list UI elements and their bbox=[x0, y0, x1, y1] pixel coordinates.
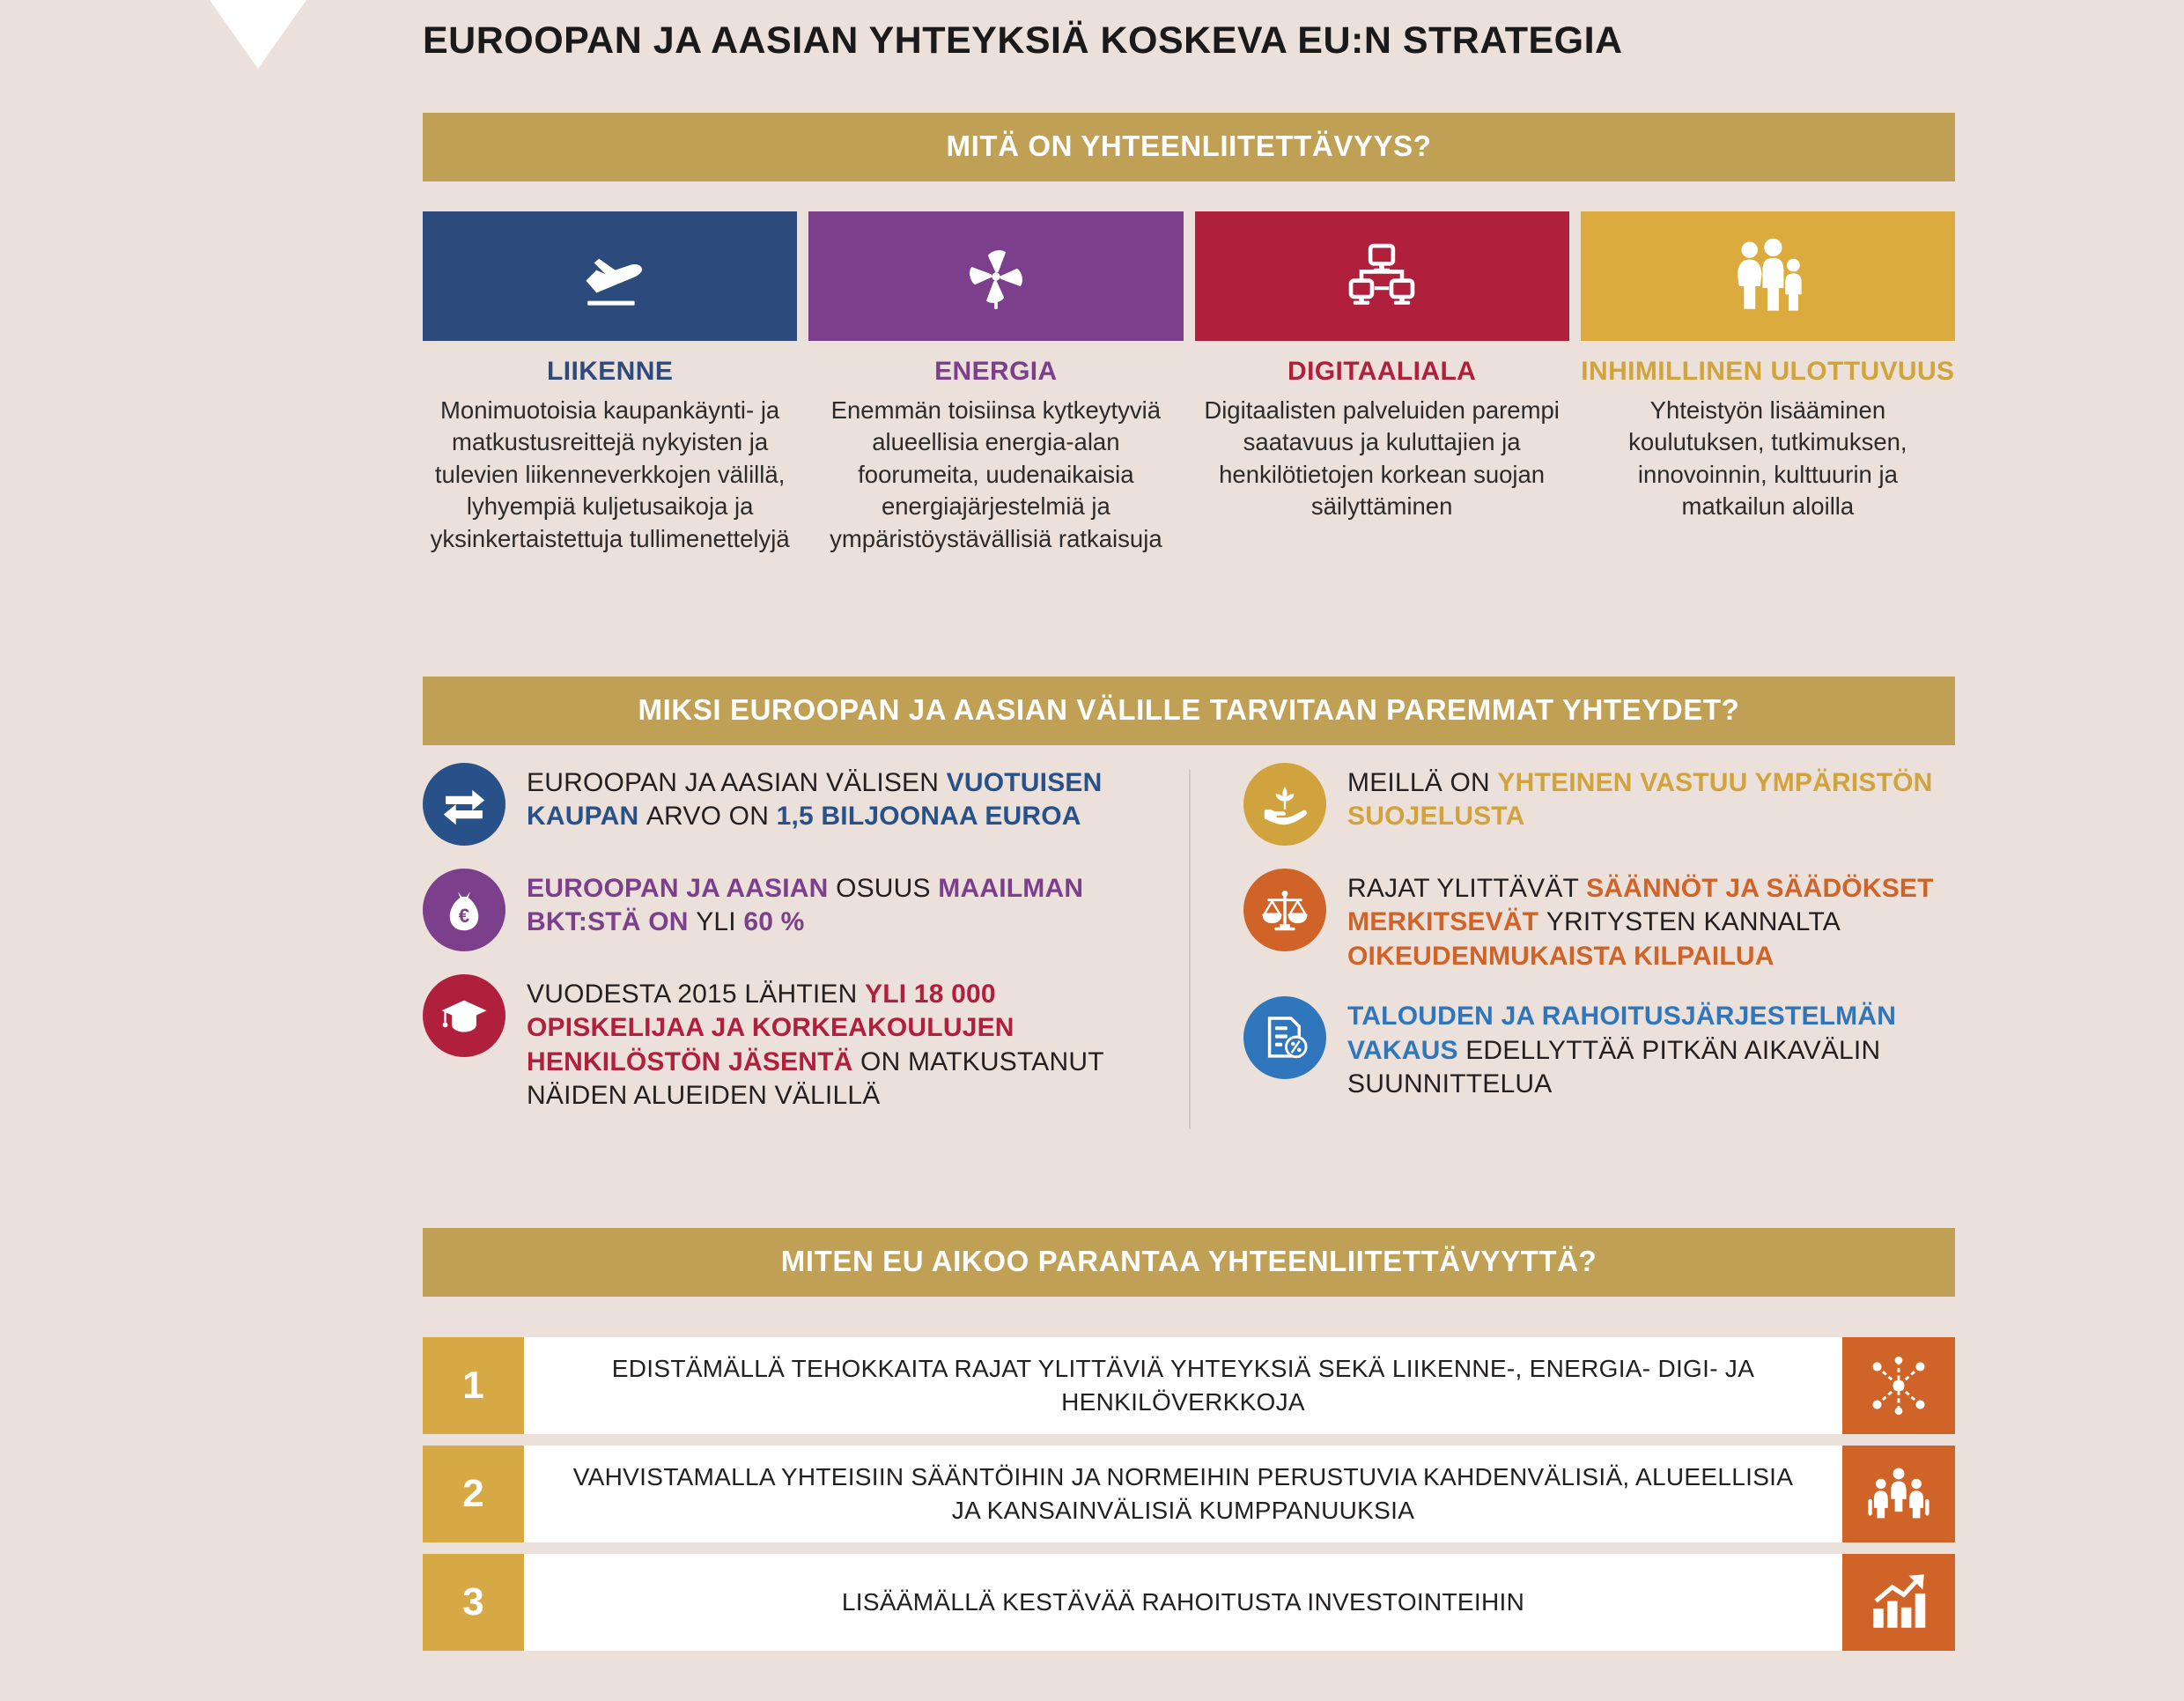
card-body: Yhteistyön lisääminen koulutuksen, tutkimuksen, innovoinnin, kulttuurin ja matkailun aloilla bbox=[1628, 396, 1907, 521]
fact-text-part: 1,5 BILJOONAA EUROA bbox=[776, 802, 1081, 832]
scales-of-justice-icon bbox=[1259, 884, 1310, 936]
document-percent-icon bbox=[1259, 1012, 1310, 1063]
action-row-text: VAHVISTAMALLA YHTEISIIN SÄÄNTÖIHIN JA NORMEIHIN PERUSTUVIA KAHDENVÄLISIÄ, ALUEELLISIA JA KANSAINVÄLISIÄ KUMPPANUUKSIA bbox=[572, 1463, 1794, 1524]
fact-bullet bbox=[423, 869, 1159, 951]
network-nodes-icon bbox=[1867, 1354, 1930, 1417]
connectivity-card-inhimillinen bbox=[1581, 211, 1955, 555]
fact-text bbox=[527, 974, 1159, 1113]
section1-banner: MITÄ ON YHTEENLIITETTÄVYYS? bbox=[423, 113, 1955, 181]
partnership-people-icon bbox=[1867, 1462, 1930, 1526]
fact-icon-circle bbox=[423, 763, 505, 846]
action-row-text: LISÄÄMÄLLÄ KESTÄVÄÄ RAHOITUSTA INVESTOINTEIHIN bbox=[841, 1588, 1525, 1616]
card-icon-box bbox=[1195, 211, 1569, 341]
page-title: EUROOPAN JA AASIAN YHTEYKSIÄ KOSKEVA EU:N STRATEGIA bbox=[423, 19, 1623, 62]
fact-text-part: SÄÄNNÖT JA SÄÄDÖKSET MERKITSEVÄT bbox=[1347, 874, 1934, 937]
fact-text bbox=[1347, 763, 1955, 834]
action-row bbox=[423, 1554, 1955, 1651]
fact-text-part: TALOUDEN JA RAHOITUSJÄRJESTELMÄN VAKAUS bbox=[1347, 1002, 1897, 1065]
action-row-number: 3 bbox=[423, 1554, 524, 1651]
airplane-takeoff-icon bbox=[570, 236, 651, 317]
why-connectivity-section bbox=[423, 763, 1955, 1136]
action-row-text: EDISTÄMÄLLÄ TEHOKKAITA RAJAT YLITTÄVIÄ YHTEYKSIÄ SEKÄ LIIKENNE-, ENERGIA- DIGI- JA HENKILÖVERKKOJA bbox=[611, 1355, 1755, 1416]
card-icon-box bbox=[423, 211, 797, 341]
connectivity-cards bbox=[423, 211, 1955, 555]
fact-icon-circle bbox=[1243, 996, 1326, 1079]
two-way-arrows-icon bbox=[439, 779, 490, 830]
fact-text-part: VUOTUISEN KAUPAN bbox=[527, 768, 1103, 832]
fact-text-part: YRITYSTEN KANNALTA bbox=[1546, 907, 1840, 937]
action-rows bbox=[423, 1337, 1955, 1651]
fact-icon-circle bbox=[423, 869, 505, 951]
fact-text bbox=[527, 869, 1159, 940]
card-icon-box bbox=[1581, 211, 1955, 341]
connectivity-card-energia bbox=[808, 211, 1183, 555]
fact-icon-circle bbox=[1243, 869, 1326, 951]
card-icon-box bbox=[808, 211, 1183, 341]
connectivity-card-digitaaliala bbox=[1195, 211, 1569, 555]
fact-text-part: EDELLYTTÄÄ PITKÄN AIKAVÄLIN SUUNNITTELUA bbox=[1347, 1035, 1881, 1098]
card-title: LIIKENNE bbox=[547, 357, 674, 386]
action-row bbox=[423, 1446, 1955, 1542]
family-people-icon bbox=[1727, 236, 1808, 317]
svg-text:€: € bbox=[458, 904, 470, 927]
fact-text-part: EUROOPAN JA AASIAN bbox=[527, 874, 837, 903]
card-body: Enemmän toisiinsa kytkeytyviä alueellisia energia-alan foorumeita, uudenaikaisia energiajärjestelmiä ja ympäristöystävällisiä ratkaisuja bbox=[830, 396, 1162, 552]
fact-bullet bbox=[423, 763, 1159, 846]
card-body: Digitaalisten palveluiden parempi saatavuus ja kuluttajien ja henkilötietojen korkean suojan säilyttäminen bbox=[1204, 396, 1560, 521]
wind-turbine-pinwheel-icon bbox=[956, 236, 1037, 317]
fact-bullet bbox=[1243, 869, 1955, 973]
action-row bbox=[423, 1337, 1955, 1434]
why-left-column bbox=[423, 763, 1189, 1136]
action-row-number: 1 bbox=[423, 1337, 524, 1434]
fact-text-part: MAAILMAN BKT:STÄ ON bbox=[527, 874, 1084, 937]
fact-text-part: YLI 18 000 OPISKELIJAA JA KORKEAKOULUJEN HENKILÖSTÖN JÄSENTÄ bbox=[527, 980, 1015, 1076]
action-row-icon-box bbox=[1842, 1446, 1955, 1542]
card-title: ENERGIA bbox=[934, 357, 1058, 386]
fact-text bbox=[527, 763, 1159, 834]
fact-text bbox=[1347, 869, 1955, 973]
fact-icon-circle bbox=[423, 974, 505, 1057]
fact-icon-circle bbox=[1243, 763, 1326, 846]
fact-text-part: YLI bbox=[696, 907, 744, 937]
fact-bullet bbox=[1243, 763, 1955, 846]
money-bag-euro-icon bbox=[439, 884, 490, 936]
fact-text-part: EUROOPAN JA AASIAN VÄLISEN bbox=[527, 768, 947, 797]
action-row-icon-box bbox=[1842, 1554, 1955, 1651]
fact-bullet bbox=[1243, 996, 1955, 1101]
fact-text-part: YHTEINEN VASTUU YMPÄRISTÖN SUOJELUSTA bbox=[1347, 768, 1933, 832]
fact-text-part: 60 % bbox=[743, 907, 805, 937]
section2-banner: MIKSI EUROOPAN JA AASIAN VÄLILLE TARVITAAN PAREMMAT YHTEYDET? bbox=[423, 677, 1955, 745]
hand-holding-plant-icon bbox=[1259, 779, 1310, 830]
section3-banner: MITEN EU AIKOO PARANTAA YHTEENLIITETTÄVYYTTÄ? bbox=[423, 1228, 1955, 1297]
fact-text-part: ON MATKUSTANUT NÄIDEN ALUEIDEN VÄLILLÄ bbox=[527, 1046, 1104, 1111]
fact-text bbox=[1347, 996, 1955, 1101]
fact-text-part: OIKEUDENMUKAISTA KILPAILUA bbox=[1347, 941, 1774, 971]
fact-text-part: OSUUS bbox=[836, 874, 939, 903]
graduation-cap-icon bbox=[439, 990, 490, 1041]
connectivity-card-liikenne bbox=[423, 211, 797, 555]
fact-bullet bbox=[423, 974, 1159, 1113]
card-title: INHIMILLINEN ULOTTUVUUS bbox=[1581, 357, 1955, 386]
fact-text-part: VUODESTA 2015 LÄHTIEN bbox=[527, 980, 865, 1009]
why-right-column bbox=[1189, 763, 1955, 1136]
fact-text-part: ARVO ON bbox=[646, 802, 777, 832]
action-row-number: 2 bbox=[423, 1446, 524, 1542]
computer-network-icon bbox=[1341, 236, 1422, 317]
card-title: DIGITAALIALA bbox=[1288, 357, 1477, 386]
decorative-notch bbox=[210, 0, 306, 69]
fact-text-part: RAJAT YLITTÄVÄT bbox=[1347, 874, 1587, 903]
fact-text-part: MEILLÄ ON bbox=[1347, 768, 1498, 797]
card-body: Monimuotoisia kaupankäynti- ja matkustusreittejä nykyisten ja tulevien liikenneverkkojen välillä, lyhyempiä kuljetusaikoja ja yksinkertaistettuja tullimenettelyjä bbox=[430, 396, 790, 552]
column-divider bbox=[1189, 770, 1191, 1129]
growth-chart-arrow-icon bbox=[1867, 1571, 1930, 1634]
action-row-icon-box bbox=[1842, 1337, 1955, 1434]
